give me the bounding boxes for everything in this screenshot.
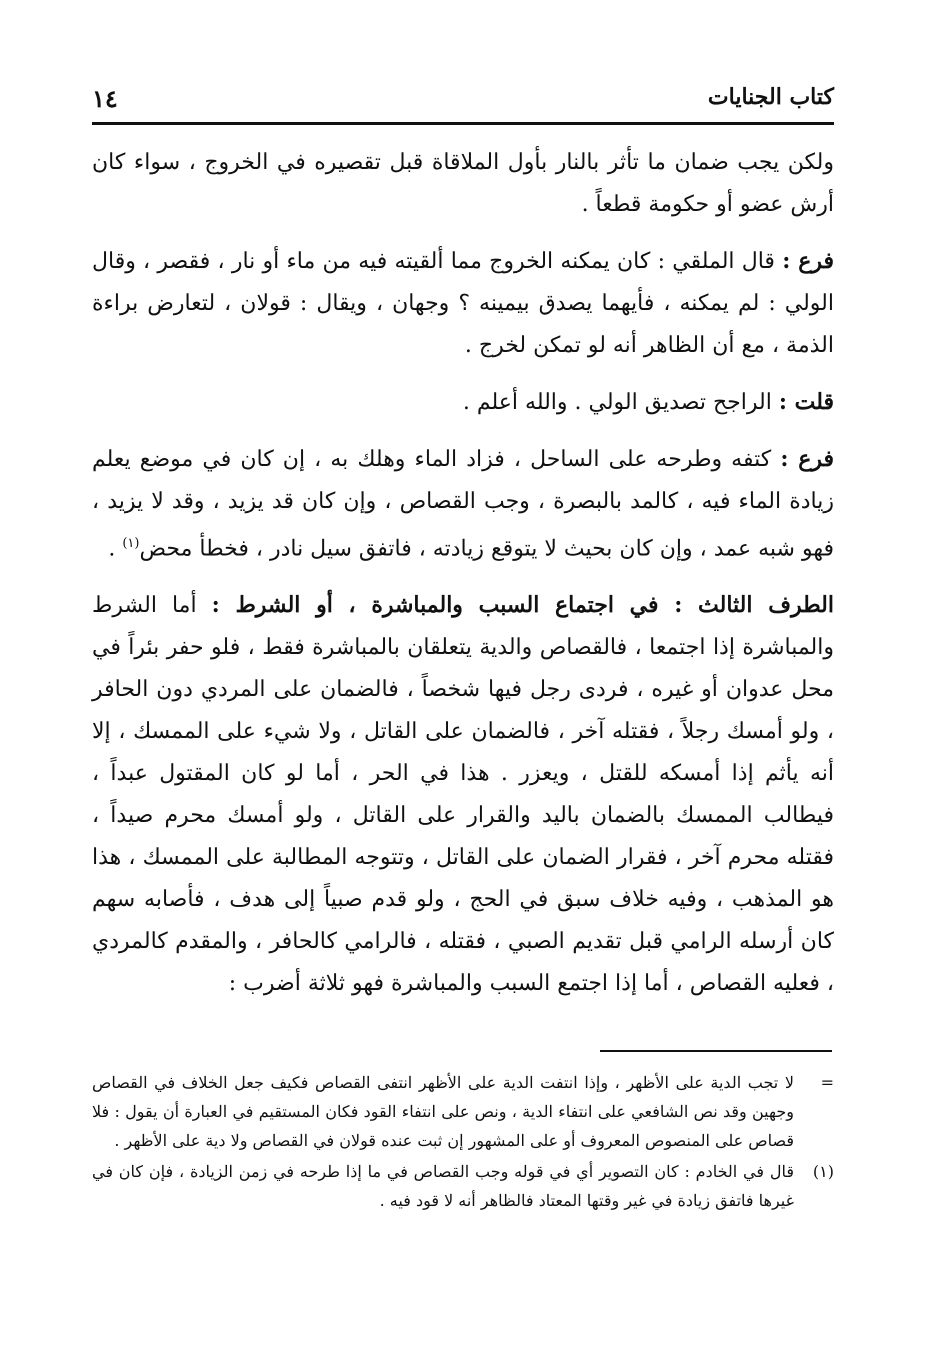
footnote-rule xyxy=(600,1050,832,1052)
footnote-marker: = xyxy=(820,1073,834,1092)
paragraph-4 xyxy=(92,438,834,570)
footnote-continued xyxy=(92,1068,834,1155)
footnote-text: لا تجب الدية على الأظهر ، وإذا انتفت الدية على الأظهر انتفى القصاص فكيف جعل الخلاف في القصاص وجهين وقد نص الشافعي على انتفاء الدية ، ونص على انتفاء القود فكان المستقيم في العبارة أن يقول : فلا قصاص على المنصوص المعروف أو على المشهور إن ثبت عنده قولان في القصاص ولا دية على الأظهر . xyxy=(92,1073,794,1150)
footnote-text: قال في الخادم : كان التصوير أي في قوله وجب القصاص في ما إذا طرحه في زمن الزيادة ، فإن كان في غيرها فاتفق زيادة في غير وقتها المعتاد فالظاهر أنه لا قود فيه . xyxy=(92,1162,794,1210)
paragraph-2-lead: فرع : xyxy=(782,248,834,274)
paragraph-4-lead: فرع : xyxy=(780,446,835,472)
paragraph-3 xyxy=(92,381,834,424)
footnote-ref-1: (١) xyxy=(122,536,140,551)
header-rule xyxy=(92,122,834,125)
paragraph-3-lead: قلت : xyxy=(778,389,834,415)
main-text xyxy=(92,142,834,1019)
paragraph-2-text: قال الملقي : كان يمكنه الخروج مما ألقيته فيه من ماء أو نار ، فقصر ، وقال الولي : لم يمكنه ، فأيهما يصدق بيمينه ؟ وجهان ، ويقال : قولان ، لتعارض براءة الذمة ، مع أن الظاهر أنه لو تمكن لخرج . xyxy=(92,249,834,358)
paragraph-1 xyxy=(92,142,834,226)
page-header xyxy=(92,78,834,120)
paragraph-5 xyxy=(92,584,834,1005)
paragraph-3-text: الراجح تصديق الولي . والله أعلم . xyxy=(462,390,772,415)
footnotes xyxy=(92,1068,834,1217)
paragraph-5-lead: الطرف الثالث : في اجتماع السبب والمباشرة ، أو الشرط : xyxy=(211,592,834,619)
footnote-marker: (١) xyxy=(812,1162,834,1181)
paragraph-4-text: كتفه وطرحه على الساحل ، فزاد الماء وهلك به ، إن كان في موضع يعلم زيادة الماء فيه ، كالمد بالبصرة ، وجب القصاص ، وإن كان قد يزيد ، وقد لا يزيد ، فهو شبه عمد ، وإن كان بحيث لا يتوقع زيادته ، فاتفق سيل نادر ، فخطأ محض xyxy=(92,447,834,562)
book-title: كتاب الجنايات xyxy=(707,84,834,110)
page-number: ١٤ xyxy=(92,84,118,113)
paragraph-1-text: ولكن يجب ضمان ما تأثر بالنار بأول الملاقاة قبل تقصيره في الخروج ، سواء كان أرش عضو أو حكومة قطعاً . xyxy=(92,150,834,217)
paragraph-5-text: أما الشرط والمباشرة إذا اجتمعا ، فالقصاص والدية يتعلقان بالمباشرة فقط ، فلو حفر بئراً في محل عدوان أو غيره ، فردى رجل فيها شخصاً ، فالضمان على المردي دون الحافر ، ولو أمسك رجلاً ، فقتله آخر ، فالضمان على القاتل ، ولا شيء على الممسك ، إلا أنه يأثم إذا أمسكه للقتل ، ويعزر . هذا في الحر ، أما لو كان المقتول عبداً ، فيطالب الممسك بالضمان باليد والقرار على القاتل ، ولو أمسك محرم صيداً ، فقتله محرم آخر ، فقرار الضمان على القاتل ، وتتوجه المطالبة على الممسك ، هذا هو المذهب ، وفيه خلاف سبق في الحج ، ولو قدم صبياً إلى هدف ، فأصابه سهم كان أرسله الرامي قبل تقديم الصبي ، فقتله ، فالرامي كالحافر ، والمقدم كالمردي ، فعليه القصاص ، أما إذا اجتمع السبب والمباشرة فهو ثلاثة أضرب : xyxy=(92,593,834,997)
paragraph-4-tail: . xyxy=(108,536,123,562)
paragraph-2 xyxy=(92,240,834,367)
footnote-1 xyxy=(92,1157,834,1215)
